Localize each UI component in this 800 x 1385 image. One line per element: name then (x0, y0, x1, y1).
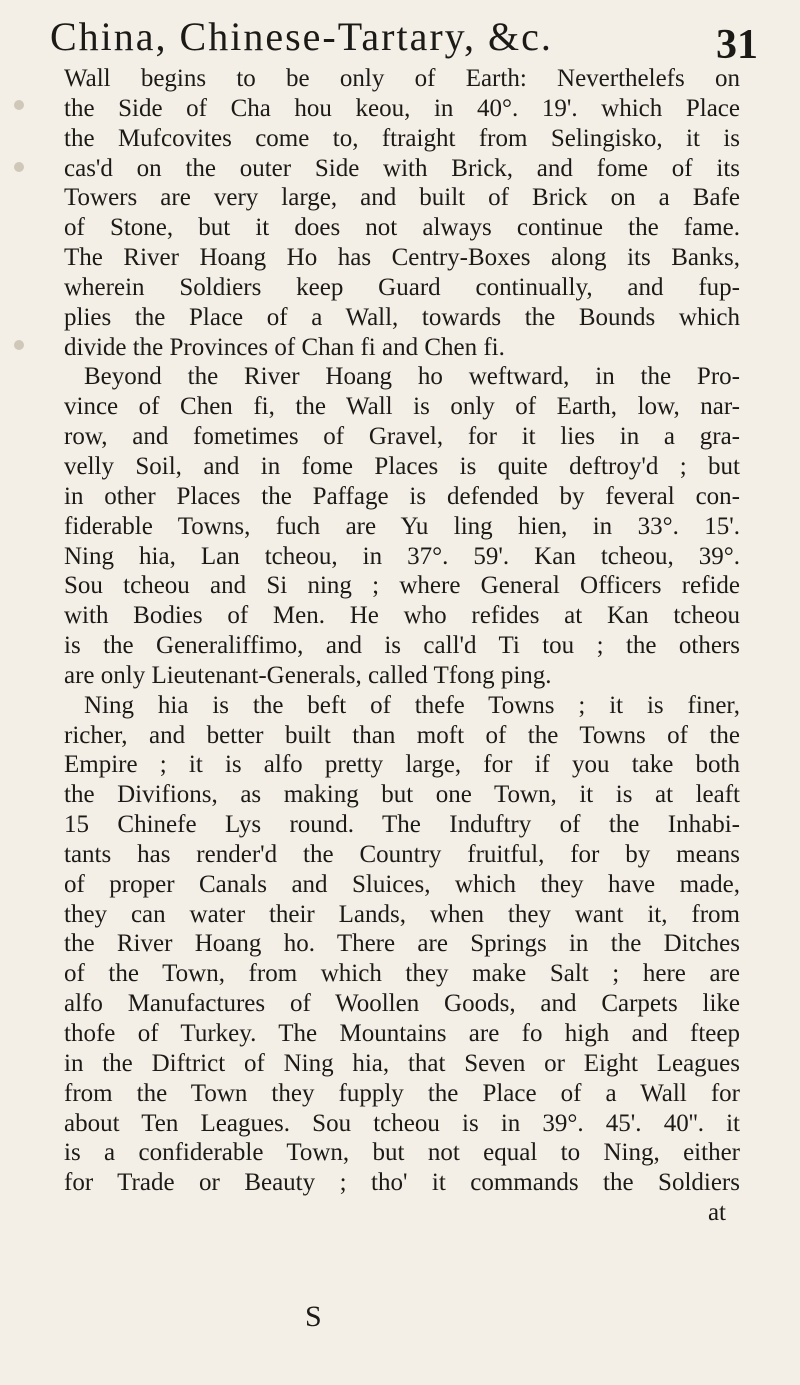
text-line: in other Places the Paffage is defended by feveral con- (64, 482, 740, 510)
text-line: with Bodies of Men. He who refides at Kan tcheou (64, 602, 740, 630)
text-line: Beyond the River Hoang ho weftward, in the Pro- (84, 363, 740, 391)
text-line: tants has render'd the Country fruitful, for by means (64, 840, 740, 868)
text-line: is a confiderable Town, but not equal to Ning, either (64, 1139, 740, 1167)
text-line: Empire ; it is alfo pretty large, for if you take both (64, 751, 740, 779)
signature-mark: S (305, 1300, 322, 1333)
text-line: row, and fometimes of Gravel, for it lies in a gra- (64, 423, 740, 451)
text-line: fiderable Towns, fuch are Yu ling hien, in 33°. 15'. (64, 512, 740, 540)
text-line: Towers are very large, and built of Brick on a Bafe (64, 184, 740, 212)
text-line: Ning hia, Lan tcheou, in 37°. 59'. Kan tcheou, 39°. (64, 542, 740, 570)
text-line: they can water their Lands, when they want it, from (64, 900, 740, 928)
text-line: 15 Chinefe Lys round. The Induftry of the Inhabi- (64, 811, 740, 839)
text-line: thofe of Turkey. The Mountains are fo high and fteep (64, 1020, 740, 1047)
text-line: alfo Manufactures of Woollen Goods, and Carpets like (64, 990, 740, 1018)
text-line: the Mufcovites come to, ftraight from Selingisko, it is (64, 124, 740, 152)
text-line: plies the Place of a Wall, towards the Bounds which (64, 303, 740, 331)
text-line: the River Hoang ho. There are Springs in the Ditches (64, 930, 740, 958)
text-line: The River Hoang Ho has Centry-Boxes along its Banks, (64, 244, 740, 272)
text-line: velly Soil, and in fome Places is quite deftroy'd ; but (64, 452, 740, 480)
text-line: is the Generaliffimo, and is call'd Ti tou ; the others (64, 632, 740, 660)
margin-dot-icon (14, 162, 24, 172)
text-line: divide the Provinces of Chan fi and Chen fi. (64, 333, 505, 361)
text-line: about Ten Leagues. Sou tcheou is in 39°. 45'. 40''. it (64, 1109, 740, 1137)
text-line: Sou tcheou and Si ning ; where General Officers refide (64, 572, 740, 600)
text-line: the Side of Cha hou keou, in 40°. 19'. which Place (64, 94, 740, 122)
text-line: of proper Canals and Sluices, which they have made, (64, 870, 740, 898)
text-line: for Trade or Beauty ; tho' it commands the Soldiers (64, 1169, 740, 1197)
margin-dot-icon (14, 100, 24, 110)
text-line: Wall begins to be only of Earth: Neverthelefs on (64, 65, 740, 92)
text-line: Ning hia is the beft of thefe Towns ; it is finer, (84, 691, 740, 719)
text-line: of Stone, but it does not always continue the fame. (64, 214, 740, 242)
text-line: richer, and better built than moft of the Towns of the (64, 721, 740, 749)
catchword: at (707, 1199, 726, 1227)
text-line: wherein Soldiers keep Guard continually, and fup- (64, 273, 740, 301)
text-line: cas'd on the outer Side with Brick, and fome of its (64, 154, 740, 182)
text-line: from the Town they fupply the Place of a Wall for (64, 1079, 740, 1107)
text-line: are only Lieutenant-Generals, called Tfong ping. (64, 661, 552, 689)
page-number: 31 (716, 22, 758, 68)
text-line: of the Town, from which they make Salt ; here are (64, 960, 740, 988)
body-text (64, 64, 740, 1228)
text-line: the Divifions, as making but one Town, it is at leaft (64, 781, 740, 809)
text-line: in the Diftrict of Ning hia, that Seven or Eight Leagues (64, 1049, 740, 1077)
text-line: vince of Chen fi, the Wall is only of Earth, low, nar- (64, 393, 740, 421)
running-title: China, Chinese-Tartary, &c. (50, 14, 553, 59)
margin-dot-icon (14, 340, 24, 350)
